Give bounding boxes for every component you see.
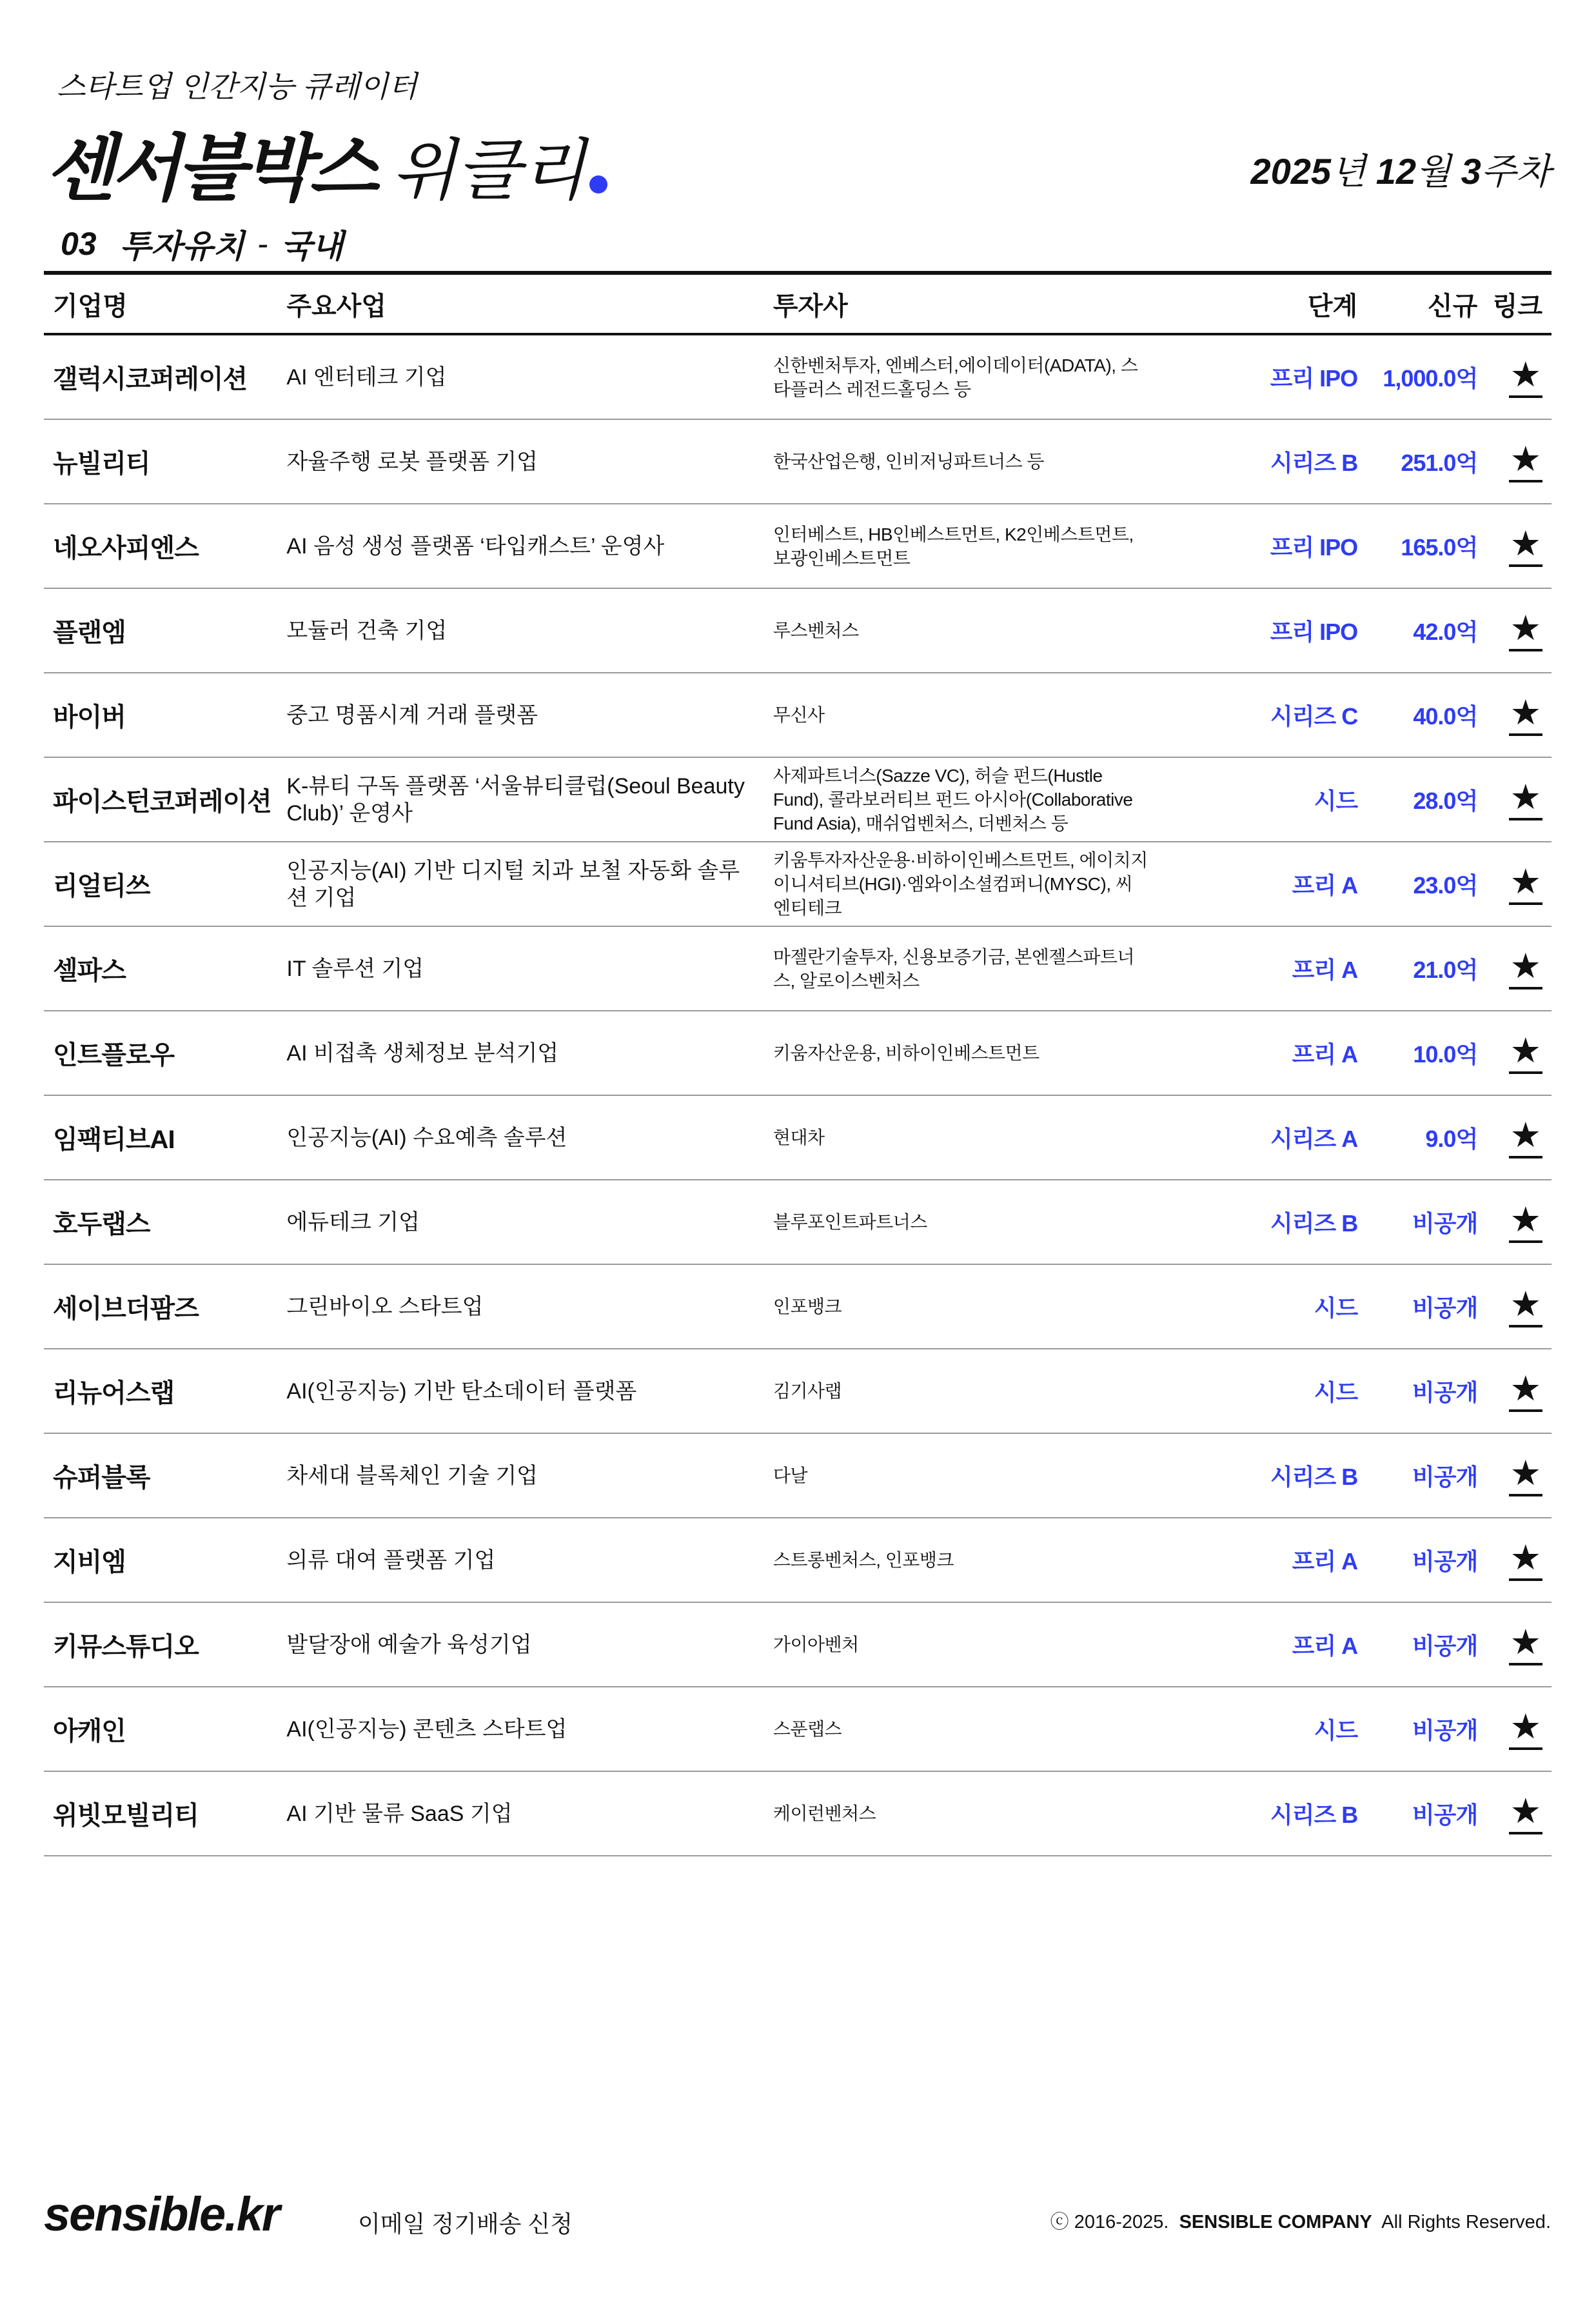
company-investors: 케이런벤처스 — [773, 1804, 876, 1824]
star-icon[interactable]: ★ — [1509, 1202, 1542, 1243]
column-amount: 신규 — [1427, 292, 1478, 321]
company-name: 파이스턴코퍼레이션 — [53, 788, 271, 816]
link-cell — [1477, 1117, 1552, 1158]
company-business: 그린바이오 스타트업 — [286, 1294, 484, 1319]
company-name: 바이버 — [53, 703, 126, 731]
company-business: 중고 명품시계 거래 플랫폼 — [286, 702, 538, 728]
table-row — [44, 1687, 1552, 1772]
company-business: 발달장애 예술가 육성기업 — [286, 1632, 532, 1657]
company-business: AI 기반 물류 SaaS 기업 — [286, 1801, 513, 1826]
company-investors: 마젤란기술투자, 신용보증기금, 본엔젤스파트너스, 알로이스벤처스 — [773, 946, 1134, 991]
table-row — [44, 1434, 1552, 1518]
company-name: 갤럭시코퍼레이션 — [53, 365, 248, 393]
table-row — [44, 1603, 1552, 1687]
table-row — [44, 1265, 1552, 1349]
star-icon[interactable]: ★ — [1509, 948, 1542, 989]
company-investors: 다날 — [773, 1466, 808, 1486]
brand-dot-icon — [589, 175, 607, 194]
company-investors: 한국산업은행, 인비저닝파트너스 등 — [773, 452, 1044, 472]
star-icon[interactable]: ★ — [1509, 1709, 1542, 1750]
star-icon[interactable]: ★ — [1509, 1033, 1542, 1074]
issue-date — [1250, 143, 1551, 195]
table-row — [44, 1349, 1552, 1434]
company-investors: 가이아벤처 — [773, 1635, 859, 1655]
column-business: 주요사업 — [286, 292, 386, 321]
investment-stage: 시리즈 B — [1270, 1210, 1358, 1237]
company-investors: 무신사 — [773, 705, 825, 725]
subscribe-link[interactable]: 이메일 정기배송 신청 — [358, 2211, 573, 2237]
company-name: 세이브더팜즈 — [53, 1295, 199, 1323]
company-investors: 인포뱅크 — [773, 1297, 842, 1317]
investment-stage: 시리즈 C — [1270, 703, 1358, 730]
investment-amount: 비공개 — [1412, 1633, 1478, 1659]
table-row — [44, 1011, 1552, 1096]
link-cell — [1477, 1540, 1552, 1581]
link-cell — [1477, 779, 1552, 820]
section-heading — [61, 218, 343, 270]
company-investors: 신한벤처투자, 엔베스터,에이데이터(ADATA), 스타플러스 레전드홀딩스 등 — [773, 355, 1138, 399]
investment-amount: 비공개 — [1412, 1717, 1478, 1744]
company-name: 키뮤스튜디오 — [53, 1633, 199, 1661]
investment-amount: 비공개 — [1412, 1295, 1478, 1321]
company-name: 위빗모빌리티 — [53, 1802, 199, 1830]
issue-week: 3 — [1461, 151, 1481, 192]
copyright-prefix: ⓒ 2016-2025. — [1050, 2212, 1169, 2232]
investment-amount: 165.0억 — [1401, 534, 1478, 561]
column-company: 기업명 — [53, 292, 128, 321]
footer-logo[interactable]: sensible.kr — [44, 2187, 279, 2241]
star-icon[interactable]: ★ — [1509, 1540, 1542, 1581]
issue-month-unit: 월 — [1415, 151, 1461, 192]
table-row — [44, 1772, 1552, 1856]
table-row — [44, 673, 1552, 758]
investment-stage: 시리즈 B — [1270, 450, 1358, 476]
investment-stage: 프리 IPO — [1270, 534, 1358, 561]
company-name: 리뉴어스랩 — [53, 1379, 175, 1407]
link-cell — [1477, 1709, 1552, 1750]
investment-stage: 시드 — [1314, 1295, 1358, 1321]
company-investors: 블루포인트파트너스 — [773, 1212, 927, 1232]
investment-amount: 40.0억 — [1413, 703, 1478, 730]
link-cell — [1477, 1033, 1552, 1074]
section-subtitle: 국내 — [281, 228, 344, 264]
table-body — [44, 335, 1552, 1856]
investment-stage: 프리 IPO — [1270, 619, 1358, 645]
link-cell — [1477, 1202, 1552, 1243]
investment-stage: 시드 — [1314, 788, 1358, 814]
link-cell — [1477, 1624, 1552, 1665]
star-icon[interactable]: ★ — [1509, 695, 1542, 736]
copyright — [1050, 2207, 1551, 2234]
link-cell — [1477, 864, 1552, 905]
table-row — [44, 420, 1552, 504]
company-investors: 현대차 — [773, 1128, 825, 1148]
table-row — [44, 335, 1552, 420]
company-business: 모듈러 건축 기업 — [286, 618, 448, 643]
brand-title-light: 위클리 — [391, 134, 586, 208]
star-icon[interactable]: ★ — [1509, 1793, 1542, 1834]
company-business: 인공지능(AI) 수요예측 솔루션 — [286, 1125, 567, 1150]
company-name: 플랜엠 — [53, 619, 126, 647]
column-stage: 단계 — [1307, 292, 1358, 321]
company-business: 인공지능(AI) 기반 디지털 치과 보철 자동화 솔루션 기업 — [286, 858, 740, 910]
header-subtitle: 스타트업 인간지능 큐레이터 — [57, 70, 417, 103]
company-business: 차세대 블록체인 기술 기업 — [286, 1463, 538, 1488]
star-icon[interactable]: ★ — [1509, 1455, 1542, 1496]
investment-amount: 21.0억 — [1413, 957, 1478, 983]
investment-amount: 28.0억 — [1413, 788, 1478, 814]
company-business: K-뷰티 구독 플랫폼 ‘서울뷰티클럽(Seoul Beauty Club)’ 운영사 — [286, 773, 745, 826]
investment-stage: 시드 — [1314, 1379, 1358, 1406]
company-investors: 사제파트너스(Sazze VC), 허슬 펀드(Hustle Fund), 콜라보러티브 펀드 아시아(Collaborative Fund Asia), 매쉬업벤처스, 더벤처스 등 — [773, 766, 1133, 833]
issue-month: 12 — [1375, 151, 1416, 192]
company-business: AI 비접촉 생체정보 분석기업 — [286, 1040, 559, 1066]
table-row — [44, 589, 1552, 673]
company-name: 슈퍼블록 — [53, 1464, 150, 1492]
investment-stage: 프리 A — [1292, 1548, 1358, 1575]
copyright-company: SENSIBLE COMPANY — [1179, 2212, 1372, 2232]
brand-title — [45, 111, 607, 209]
company-investors: 김기사랩 — [773, 1381, 842, 1401]
star-icon[interactable]: ★ — [1509, 357, 1542, 398]
investment-stage: 시리즈 B — [1270, 1464, 1358, 1490]
investment-amount: 23.0억 — [1413, 872, 1478, 899]
copyright-rights: All Rights Reserved. — [1381, 2212, 1551, 2232]
company-business: AI(인공지능) 기반 탄소데이터 플랫폼 — [286, 1378, 637, 1404]
star-icon[interactable]: ★ — [1509, 1624, 1542, 1665]
table-row — [44, 927, 1552, 1011]
company-name: 네오사피엔스 — [53, 534, 199, 562]
investment-amount: 비공개 — [1412, 1464, 1478, 1490]
investment-amount: 1,000.0억 — [1383, 365, 1478, 392]
star-icon[interactable]: ★ — [1509, 610, 1542, 651]
link-cell — [1477, 948, 1552, 989]
link-cell — [1477, 357, 1552, 398]
company-business: AI 엔터테크 기업 — [286, 364, 447, 390]
investment-amount: 9.0억 — [1425, 1126, 1478, 1152]
link-cell — [1477, 1286, 1552, 1327]
investment-amount: 비공개 — [1412, 1379, 1478, 1406]
column-investors: 투자사 — [773, 292, 848, 321]
investment-amount: 비공개 — [1412, 1802, 1478, 1828]
company-name: 인트플로우 — [53, 1041, 175, 1069]
link-cell — [1477, 610, 1552, 651]
issue-year-unit: 년 — [1331, 151, 1376, 192]
investment-stage: 프리 A — [1292, 1633, 1358, 1659]
table-row — [44, 504, 1552, 589]
company-name: 리얼티쓰 — [53, 872, 150, 900]
company-name: 지비엠 — [53, 1548, 126, 1576]
column-link: 링크 — [1492, 292, 1543, 321]
table-row — [44, 842, 1552, 927]
company-business: 의류 대여 플랫폼 기업 — [286, 1547, 496, 1573]
link-cell — [1477, 1371, 1552, 1412]
link-cell — [1477, 1793, 1552, 1834]
link-cell — [1477, 441, 1552, 482]
investment-amount: 비공개 — [1412, 1210, 1478, 1237]
investment-stage: 시리즈 A — [1270, 1126, 1358, 1152]
link-cell — [1477, 695, 1552, 736]
investment-amount: 10.0억 — [1413, 1041, 1478, 1068]
investment-stage: 프리 A — [1292, 957, 1358, 983]
star-icon[interactable]: ★ — [1509, 1286, 1542, 1327]
star-icon[interactable]: ★ — [1509, 441, 1542, 482]
table-row — [44, 1096, 1552, 1180]
company-business: AI 음성 생성 플랫폼 ‘타입캐스트’ 운영사 — [286, 533, 665, 559]
company-investors: 키움투자자산운용·비하이인베스트먼트, 에이치지이니셔티브(HGI)·엠와이소셜컴퍼니(MYSC), 씨엔티테크 — [773, 850, 1148, 918]
star-icon[interactable]: ★ — [1509, 526, 1542, 567]
star-icon[interactable]: ★ — [1509, 1371, 1542, 1412]
company-investors: 인터베스트, HB인베스트먼트, K2인베스트먼트, 보광인베스트먼트 — [773, 524, 1134, 568]
section-separator: - — [257, 226, 268, 262]
section-number: 03 — [61, 226, 97, 262]
table-header — [44, 275, 1552, 335]
investment-table — [44, 271, 1552, 1856]
star-icon[interactable]: ★ — [1509, 779, 1542, 820]
investment-stage: 시리즈 B — [1270, 1802, 1358, 1828]
investment-stage: 프리 A — [1292, 1041, 1358, 1068]
link-cell — [1477, 1455, 1552, 1496]
investment-stage: 프리 IPO — [1270, 365, 1358, 392]
link-cell — [1477, 526, 1552, 567]
section-title: 투자유치 — [119, 228, 244, 264]
issue-year: 2025 — [1250, 151, 1332, 192]
table-row — [44, 1518, 1552, 1603]
investment-amount: 비공개 — [1412, 1548, 1478, 1575]
company-business: IT 솔루션 기업 — [286, 956, 424, 981]
investment-stage: 시드 — [1314, 1717, 1358, 1744]
company-name: 호두랩스 — [53, 1210, 150, 1238]
company-investors: 키움자산운용, 비하이인베스트먼트 — [773, 1043, 1039, 1063]
table-row — [44, 1180, 1552, 1265]
company-business: 자율주행 로봇 플랫폼 기업 — [286, 449, 538, 474]
company-business: 에듀테크 기업 — [286, 1209, 420, 1235]
brand-title-bold: 센서블박스 — [45, 128, 375, 209]
star-icon[interactable]: ★ — [1509, 864, 1542, 905]
company-investors: 스트롱벤처스, 인포뱅크 — [773, 1550, 954, 1570]
investment-amount: 251.0억 — [1401, 450, 1478, 476]
company-name: 아캐인 — [53, 1717, 126, 1745]
table-row — [44, 758, 1552, 842]
company-name: 임팩티브AI — [53, 1126, 175, 1154]
investment-amount: 42.0억 — [1413, 619, 1478, 645]
star-icon[interactable]: ★ — [1509, 1117, 1542, 1158]
issue-week-unit: 주차 — [1481, 151, 1551, 192]
company-investors: 스푼랩스 — [773, 1719, 842, 1739]
company-name: 셀파스 — [53, 957, 126, 985]
company-business: AI(인공지능) 콘텐츠 스타트업 — [286, 1716, 567, 1742]
company-investors: 루스벤처스 — [773, 621, 859, 641]
company-name: 뉴빌리티 — [53, 450, 150, 478]
investment-stage: 프리 A — [1292, 872, 1358, 899]
